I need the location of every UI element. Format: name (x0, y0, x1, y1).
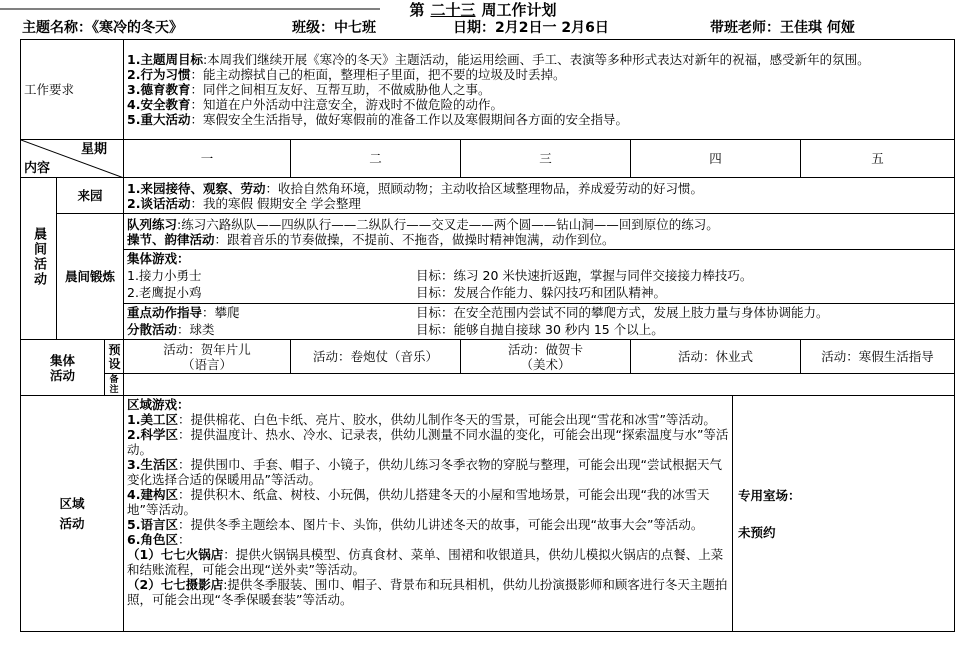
weekday-mon: 一 (124, 140, 291, 178)
special-room-value: 未预约 (738, 524, 776, 540)
activity-thu: 活动：休业式 (631, 340, 801, 374)
weekday-content-corner: 星期 内容 (21, 140, 124, 178)
game-1-goal: 目标：练习 20 米快速折返跑，掌握与同伴交接接力棒技巧。 (416, 268, 753, 283)
key-action-goal: 目标：在安全范围内尝试不同的攀爬方式，发展上肢力量与身体协调能力。 (416, 305, 829, 320)
area-building: 4.建构区：提供积木、纸盒、树枝、小玩偶，供幼儿搭建冬天的小屋和雪地场景，可能会出现“我的冰雪天地”等活动。 (127, 487, 710, 517)
group-activity-label: 集体活动 (21, 340, 105, 396)
page-title: 第 二十三 周工作计划 (409, 1, 557, 19)
weekday-tue: 二 (291, 140, 461, 178)
arrival-content: 1.来园接待、观察、劳动：收拾自然角环境，照顾动物；主动收拾区域整理物品，养成爱劳动的好习惯。 2.谈话活动：我的寒假 假期安全 学会整理 (124, 178, 955, 214)
activity-mon: 活动：贺年片儿 （语言） (124, 340, 291, 374)
class-field: 班级：中七班 (292, 20, 376, 36)
area-activity-row (21, 396, 955, 632)
date-field: 日期：2月2日一 2月6日 (453, 20, 609, 36)
group-activity-row (21, 340, 955, 374)
exercise-games-content: 集体游戏： 1.接力小勇士 目标：练习 20 米快速折返跑，掌握与同伴交接接力棒技巧。 2.老鹰捉小鸡 目标：发展合作能力、躲闪技巧和团队精神。 重点动作指导：攀爬 目标：在安全范围内尝试不同的攀爬方式，发展上肢力量与身体协调能力。 分散活动：球类 目标：能够自抛自接球 30 秒内 15 个以上。 (124, 250, 955, 340)
area-language: 5.语言区：提供冬季主题绘本、图片卡、头饰，供幼儿讲述冬天的故事，可能会出现“故事大会”等活动。 (127, 517, 704, 532)
exercise-label: 晨间锻炼 (57, 214, 124, 340)
note-label: 备注 (105, 374, 124, 396)
exercise-drill-row (21, 214, 955, 250)
note-content (124, 374, 955, 396)
game-1-name: 1.接力小勇士 (127, 268, 202, 283)
game-2-goal: 目标：发展合作能力、躲闪技巧和团队精神。 (416, 285, 667, 300)
area-role-hotpot: （1）七七火锅店：提供火锅锅具模型、仿真食材、菜单、围裙和收银道具，供幼儿模拟火锅店的点餐、上菜和结账流程，可能会出现“送外卖”等活动。 (127, 547, 724, 577)
week-number: 二十三 (430, 1, 476, 19)
special-room-label: 专用室场： (738, 487, 801, 503)
weekday-wed: 三 (461, 140, 631, 178)
work-requirements-content: 1.主题周目标:本周我们继续开展《寒冷的冬天》主题活动，能运用绘画、手工、表演等多种形式表达对新年的祝福，感受新年的氛围。 2.行为习惯：能主动擦拭自己的柜面，整理柜子里面，把不要的垃圾及时丢掉。 3.德育教育：同伴之间相互友好、互帮互助，不做威胁他人之事。 4.安全教育：知道在户外活动中注意安全，游戏时不做危险的动作。 5.重大活动：寒假安全生活指导，做好寒假前的准备工作以及寒假期间各方面的安全指导。 (124, 40, 955, 140)
theme-field: 主题名称：《寒冷的冬天》 (22, 20, 183, 36)
work-requirements-label: 工作要求 (21, 40, 124, 140)
area-role: 6.角色区： (127, 532, 191, 547)
morning-arrival-row (21, 178, 955, 214)
area-activity-label: 区域活动 (21, 396, 124, 632)
weekly-plan-table (20, 39, 955, 632)
split-activity-goal: 目标：能够自抛自接球 30 秒内 15 个以上。 (416, 322, 664, 337)
weekday-fri: 五 (801, 140, 955, 178)
weekday-thu: 四 (631, 140, 801, 178)
morning-activities-label: 晨间活动 (21, 178, 57, 340)
special-room-content (733, 396, 955, 632)
group-note-row (21, 374, 955, 396)
exercise-games-row (21, 250, 955, 340)
weekday-header-row (21, 140, 955, 178)
work-requirements-row (21, 40, 955, 140)
activity-wed: 活动：做贺卡 （美术） (461, 340, 631, 374)
area-life: 3.生活区：提供围巾、手套、帽子、小镜子，供幼儿练习冬季衣物的穿脱与整理，可能会出现“尝试根据天气变化选择合适的保暖用品”等活动。 (127, 457, 722, 487)
area-art: 1.美工区：提供棉花、白色卡纸、亮片、胶水，供幼儿制作冬天的雪景，可能会出现“雪花和冰雪”等活动。 (127, 412, 716, 427)
exercise-drill-content: 队列练习:练习六路纵队——四纵队行——二纵队行——交叉走——两个圆——钻山洞——回到原位的练习。 操节、韵律活动：跟着音乐的节奏做操，不提前、不拖沓，做操时精神饱满，动作到位。 (124, 214, 955, 250)
activity-fri: 活动：寒假生活指导 (801, 340, 955, 374)
preset-label: 预设 (105, 340, 124, 374)
area-science: 2.科学区：提供温度计、热水、冷水、记录表，供幼儿测量不同水温的变化，可能会出现“探索温度与水”等活动。 (127, 427, 729, 457)
area-games-content: 区域游戏： 1.美工区：提供棉花、白色卡纸、亮片、胶水，供幼儿制作冬天的雪景，可能会出现“雪花和冰雪”等活动。 2.科学区：提供温度计、热水、冷水、记录表，供幼儿测量不同水温的变化，可能会出现“探索温度与水”等活动。 3.生活区：提供围巾、手套、帽子、小镜子，供幼儿练习冬季衣物的穿脱与整理，可能会出现“尝试根据天气变化选择合适的保暖用品”等活动。 4.建构区：提供积木、纸盒、树枝、小玩偶，供幼儿搭建冬天的小屋和雪地场景，可能会出现“我的冰雪天地”等活动。 5.语言区：提供冬季主题绘本、图片卡、头饰，供幼儿讲述冬天的故事，可能会出现“故事大会”等活动。 6.角色区： （1）七七火锅店：提供火锅锅具模型、仿真食材、菜单、围裙和收银道具，供幼儿模拟火锅店的点餐、上菜和结账流程，可能会出现“送外卖”等活动。 （2）七七摄影店:提供冬季服装、围巾、帽子、背景布和玩具相机，供幼儿扮演摄影师和顾客进行冬天主题拍照，可能会出现“冬季保暖套装”等活动。 (124, 396, 733, 632)
plan-header (22, 19, 952, 39)
arrival-label: 来园 (57, 178, 124, 214)
teacher-field: 带班老师：王佳琪 何娅 (710, 20, 855, 36)
area-role-photo: （2）七七摄影店:提供冬季服装、围巾、帽子、背景布和玩具相机，供幼儿扮演摄影师和顾客进行冬天主题拍照，可能会出现“冬季保暖套装”等活动。 (127, 577, 728, 607)
game-2-name: 2.老鹰捉小鸡 (127, 285, 202, 300)
activity-tue: 活动：卷炮仗（音乐） (291, 340, 461, 374)
